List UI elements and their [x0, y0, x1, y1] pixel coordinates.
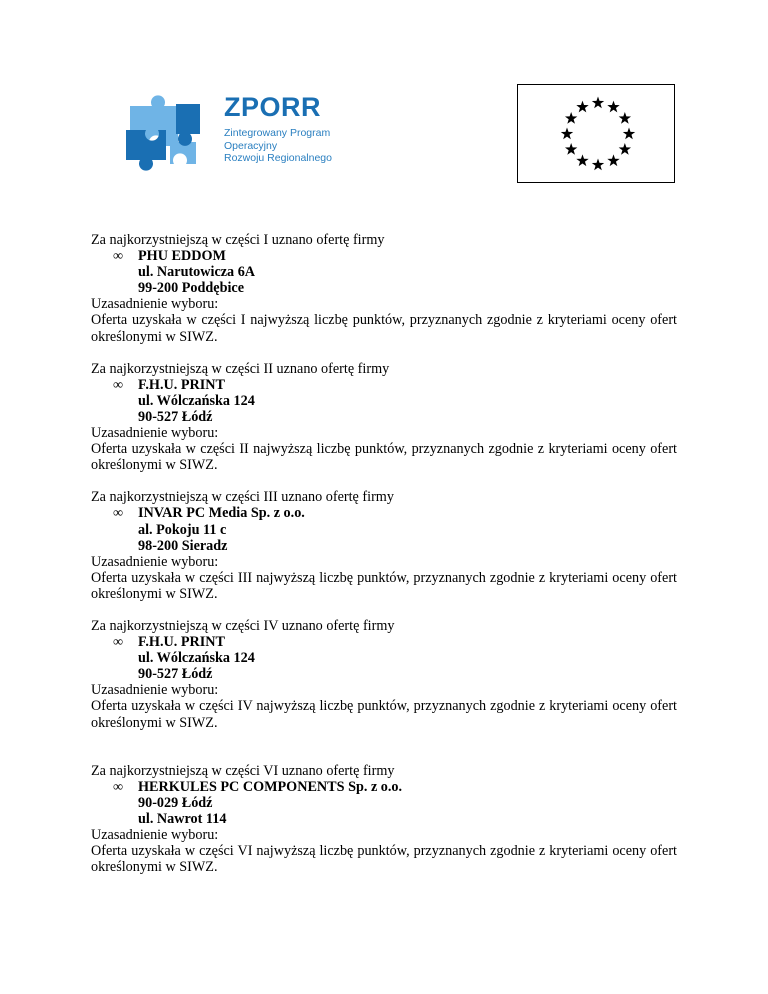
reason-label: Uzasadnienie wyboru:	[91, 827, 219, 843]
firm-details	[138, 377, 255, 425]
reason-text: Oferta uzyskała w części III najwyższą liczbę punktów, przyznanych zgodnie z kryteriami oceny ofert określonymi w SIWZ.	[91, 569, 677, 602]
firm-name: HERKULES PC COMPONENTS Sp. z o.o.	[138, 778, 403, 795]
section-intro: Za najkorzystniejszą w części VI uznano ofertę firmy	[91, 762, 395, 779]
eu-star-icon	[607, 154, 619, 166]
bullet-infinity-icon: ∞	[113, 505, 124, 522]
eu-star-icon	[565, 112, 577, 124]
zporr-subtitle-line: Rozwoju Regionalnego	[224, 152, 332, 164]
firm-address-line: 98-200 Sieradz	[138, 537, 228, 554]
zporr-subtitle	[224, 127, 332, 165]
firm-address-line: 90-527 Łódź	[138, 666, 213, 683]
eu-star-icon	[607, 101, 619, 113]
firm-details	[138, 248, 255, 296]
section-intro: Za najkorzystniejszą w części II uznano ofertę firmy	[91, 360, 390, 377]
document-body	[91, 232, 677, 875]
firm-address-line: ul. Nawrot 114	[138, 810, 227, 827]
section-part-i	[91, 232, 677, 345]
section-part-iii	[91, 489, 677, 602]
zporr-subtitle-line: Operacyjny	[224, 139, 278, 152]
eu-star-icon	[623, 128, 635, 140]
eu-star-icon	[592, 97, 604, 109]
bullet-infinity-icon: ∞	[113, 778, 124, 795]
eu-flag	[517, 84, 675, 183]
puzzle-logo-icon	[112, 84, 216, 184]
firm-name: F.H.U. PRINT	[138, 634, 225, 651]
reason-label: Uzasadnienie wyboru:	[91, 296, 219, 313]
firm-address-line: 90-029 Łódź	[138, 794, 213, 811]
bullet-infinity-icon: ∞	[113, 248, 124, 265]
firm-address-line: al. Pokoju 11 c	[138, 521, 227, 538]
firm-name: PHU EDDOM	[138, 248, 226, 265]
reason-text: Oferta uzyskała w części VI najwyższą liczbę punktów, przyznanych zgodnie z kryteriami oceny ofert określonymi w SIWZ.	[91, 843, 677, 876]
bullet-infinity-icon: ∞	[113, 376, 124, 393]
firm-entry	[91, 377, 677, 425]
eu-star-icon	[592, 159, 604, 171]
firm-address-line: 99-200 Poddębice	[138, 280, 245, 297]
eu-star-icon	[619, 143, 631, 155]
section-intro: Za najkorzystniejszą w części I uznano ofertę firmy	[91, 232, 385, 248]
zporr-logo	[112, 84, 332, 184]
firm-details	[138, 634, 255, 682]
zporr-title: ZPORR	[224, 92, 321, 122]
section-intro: Za najkorzystniejszą w części III uznano ofertę firmy	[91, 489, 394, 506]
reason-text: Oferta uzyskała w części II najwyższą liczbę punktów, przyznanych zgodnie z kryteriami oceny ofert określonymi w SIWZ.	[91, 441, 677, 474]
section-intro: Za najkorzystniejszą w części IV uznano ofertę firmy	[91, 617, 395, 634]
reason-text: Oferta uzyskała w części I najwyższą liczbę punktów, przyznanych zgodnie z kryteriami oceny ofert określonymi w SIWZ.	[91, 312, 677, 345]
firm-entry	[91, 505, 677, 553]
section-part-ii	[91, 361, 677, 474]
firm-address-line: ul. Wólczańska 124	[138, 650, 255, 667]
eu-star-icon	[576, 154, 588, 166]
firm-address-line: ul. Narutowicza 6A	[138, 264, 256, 281]
puzzle-piece-dark-2	[176, 104, 200, 146]
eu-star-icon	[561, 128, 573, 140]
reason-label: Uzasadnienie wyboru:	[91, 425, 219, 442]
zporr-subtitle-line: Zintegrowany Program	[224, 127, 331, 139]
firm-entry	[91, 248, 677, 296]
eu-star-icon	[576, 101, 588, 113]
eu-stars-icon	[518, 85, 674, 182]
firm-details	[138, 505, 305, 553]
firm-entry	[91, 779, 677, 827]
firm-name: INVAR PC Media Sp. z o.o.	[138, 505, 305, 522]
eu-star-icon	[619, 112, 631, 124]
firm-address-line: ul. Wólczańska 124	[138, 392, 255, 409]
firm-details	[138, 779, 402, 827]
reason-label: Uzasadnienie wyboru:	[91, 682, 219, 699]
firm-address-line: 90-527 Łódź	[138, 408, 213, 425]
section-part-iv	[91, 618, 677, 731]
reason-label: Uzasadnienie wyboru:	[91, 553, 219, 570]
section-part-vi	[91, 763, 677, 876]
reason-text: Oferta uzyskała w części IV najwyższą liczbę punktów, przyznanych zgodnie z kryteriami oceny ofert określonymi w SIWZ.	[91, 698, 677, 731]
eu-star-icon	[565, 143, 577, 155]
firm-entry	[91, 634, 677, 682]
bullet-infinity-icon: ∞	[113, 634, 124, 651]
firm-name: F.H.U. PRINT	[138, 376, 225, 393]
